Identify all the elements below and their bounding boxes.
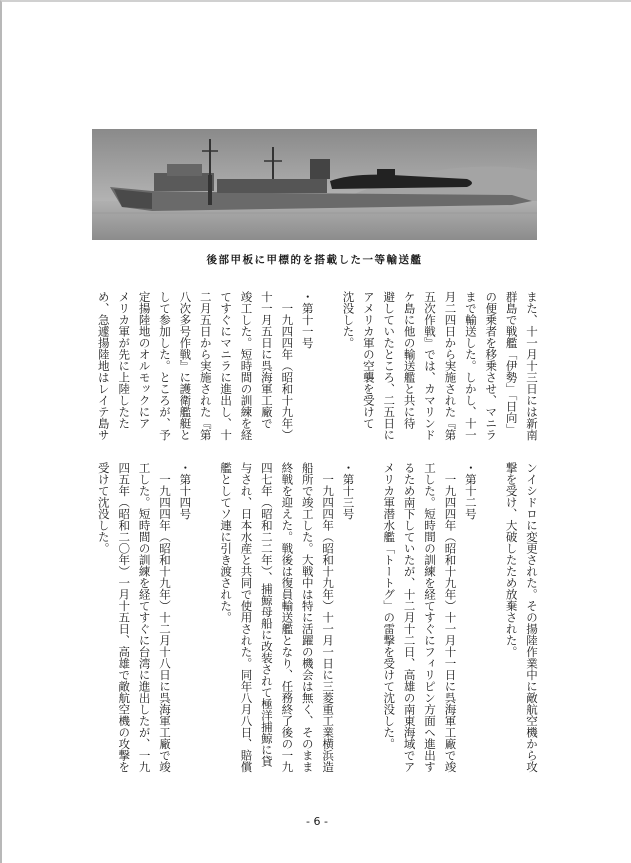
text-column: メリカ軍潜水艦「トートグ」の雷撃を受けて沈没した。 (382, 462, 397, 750)
text-column: 八次多号作戦』に護衛艦艇と (178, 291, 193, 441)
text-column: 沈没した。 (341, 291, 356, 349)
text-column (318, 291, 338, 443)
text-column: てすぐにマニラに進出し、十 (219, 291, 234, 441)
text-column: 工した。短時間の訓練を経てすぐに台湾に進出したが、一九 (137, 462, 152, 773)
text-column: アメリカ軍の空襲を受けて (361, 291, 376, 429)
text-column: 船所で竣工した。大戦中は特に活躍の機会は無く、そのまま (300, 462, 315, 773)
text-column: まで輸送した。しかし、十一 (463, 291, 478, 441)
text-column: ケ島に他の輸送艦と共に待 (402, 291, 417, 429)
text-column: 一九四四年（昭和十九年）十二月十八日に呉海軍工廠で竣 (157, 462, 172, 773)
text-column: 終戦を迎えた。戦後は復員輸送艦となり、任務終了後の一九 (280, 462, 295, 773)
text-column: 竣工した。短時間の訓練を経 (239, 291, 254, 441)
text-column: 工した。短時間の訓練を経てすぐにフィリピン方面へ進出す (423, 462, 438, 773)
lower-text-tier (93, 462, 542, 782)
ship-photo (92, 129, 537, 240)
upper-text-tier (93, 291, 542, 443)
text-column: 一九四四年（昭和十九年）十一月十一日に呉海軍工廠で竣 (443, 462, 458, 773)
text-column: ・第十一号 (300, 291, 315, 349)
text-column: 一九四四年（昭和十九年） (280, 291, 295, 441)
text-column: 一九四四年（昭和十九年）十一月一日に三菱重工業横浜造 (321, 462, 336, 773)
text-column: また、十一月十三日には新南 (525, 291, 539, 441)
text-column (195, 462, 215, 782)
text-column: の便乗者を移乗させ、マニラ (484, 291, 499, 441)
text-column: 与され、日本水産と共同で使用された。同年八月八日、賠償 (239, 462, 254, 773)
text-column: して参加した。ところが、予 (157, 291, 172, 441)
text-column: ンイシドロに変更された。その揚陸作業中に敵航空機から攻 (525, 462, 539, 773)
text-column: ・第十二号 (463, 462, 478, 520)
text-column (481, 462, 501, 782)
text-column: 艦としてソ連に引き渡された。 (219, 462, 234, 623)
text-column: 四五年（昭和二〇年）一月十五日、高雄で敵航空機の攻撃を (117, 462, 132, 773)
text-column: 五次作戦』では、カマリンド (423, 291, 438, 441)
text-column: 撃を受け、大破したため放棄された。 (504, 462, 519, 658)
text-column: メリカ軍が先に上陸したた (117, 291, 132, 429)
text-column: 定揚陸地のオルモックにア (137, 291, 152, 429)
page-number: - 6 - (306, 815, 328, 828)
text-column: 月二四日から実施された『第 (443, 291, 458, 441)
text-column: 四七年（昭和二二年）、捕鯨母船に改装されて極洋捕鯨に貸 (259, 462, 274, 767)
text-column: るため南下していたが、十二月十二日、高雄の南東海域でア (402, 462, 417, 773)
text-column: ・第十三号 (341, 462, 356, 520)
text-column (358, 462, 378, 782)
text-column: 受けて沈没した。 (96, 462, 111, 554)
text-column: ・第十四号 (178, 462, 193, 520)
text-column: 十一月五日に呉海軍工廠で (259, 291, 274, 429)
text-column: 群島で戦艦「伊勢」「日向」 (504, 291, 519, 435)
photo-caption: 後部甲板に甲標的を搭載した一等輸送艦 (206, 254, 423, 266)
text-column: め、急遽揚陸地はレイテ島サ (96, 291, 111, 441)
text-column: 二月五日から実施された『第 (198, 291, 213, 441)
text-column: 避していたところ、二五日に (382, 291, 397, 441)
